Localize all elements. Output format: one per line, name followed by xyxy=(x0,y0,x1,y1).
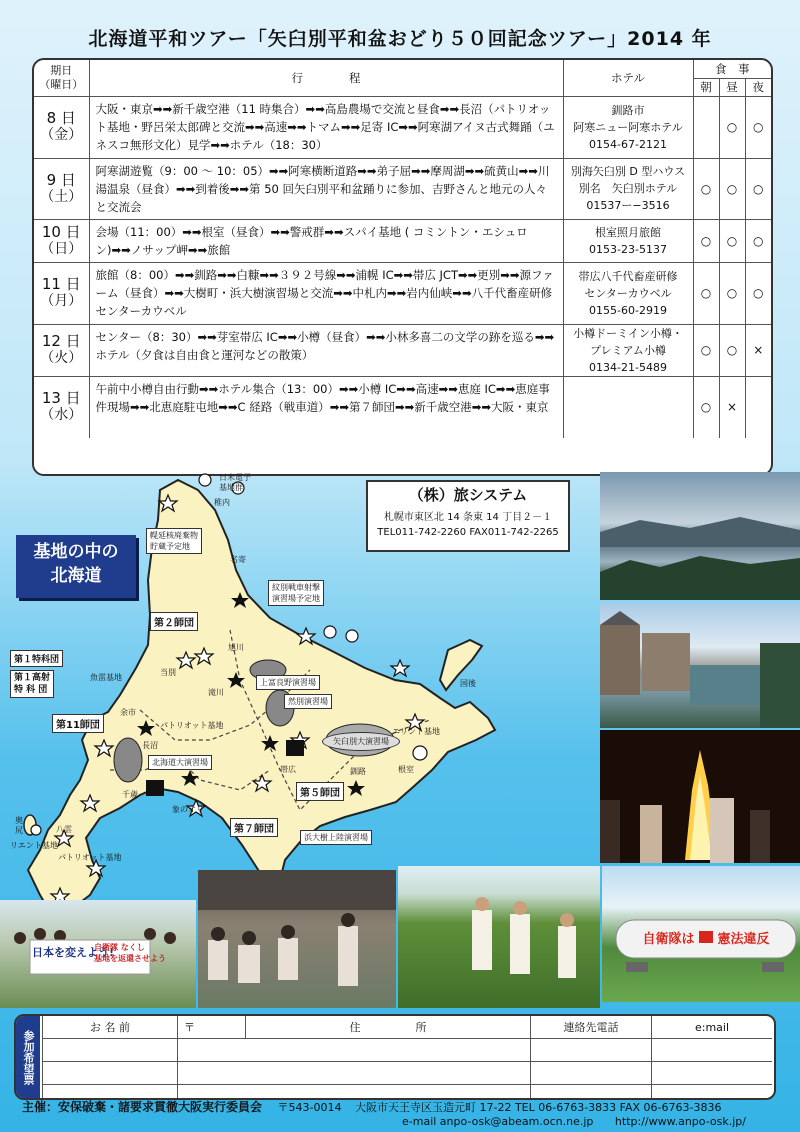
meal-noon: × xyxy=(719,376,745,438)
schedule-row xyxy=(34,262,771,324)
map-label-yausubetsu: 矢臼別大演習場 xyxy=(322,732,400,751)
hotel-line: 阿寒ニュー阿寒ホテル xyxy=(573,120,683,134)
schedule-day xyxy=(34,324,89,376)
map-label-obihiro: 帯広 xyxy=(280,765,296,774)
meal-night: ○ xyxy=(745,158,771,219)
map-title-line2: 北海道 xyxy=(50,566,102,586)
form-side-label: 参加希望票 xyxy=(16,1016,40,1098)
schedule-hotel xyxy=(563,324,693,376)
application-form xyxy=(14,1014,776,1100)
group-sign-line1: 自衛隊 なくし xyxy=(94,943,145,952)
schedule-hotel xyxy=(563,262,693,324)
group-sign-text xyxy=(94,942,166,964)
map-label-wakkanai: 稚内 xyxy=(214,498,230,507)
schedule-hotel xyxy=(563,219,693,262)
map-label-nemuro: 根室 xyxy=(398,765,414,774)
photo-lake xyxy=(600,472,800,600)
footer-postal: 〒543-0014 xyxy=(277,1101,342,1114)
meal-morning: ○ xyxy=(693,219,719,262)
map-label-nichibei: 日米電子 基地群 xyxy=(219,473,251,492)
page-title: 北海道平和ツアー「矢臼別平和盆おどり５０回記念ツアー」2014 年 xyxy=(88,28,712,50)
meal-night: ○ xyxy=(745,219,771,262)
agency-name: （株）旅システム xyxy=(408,486,528,504)
photo-cornfield-svg xyxy=(398,866,600,1008)
form-phone-field[interactable] xyxy=(531,1062,652,1085)
schedule-day xyxy=(34,219,89,262)
meal-noon: ○ xyxy=(719,219,745,262)
schedule-itinerary: 午前中小樽自由行動➡➡ホテル集合（13：00）➡➡小樽 IC➡➡高速➡➡恵庭 IC➡➡恵庭事件現場➡➡北恵庭駐屯地➡➡C 経路（戦車道）➡➡第７師団➡➡新千歳空港➡➡大阪・東京 xyxy=(89,376,563,438)
map-label-yoichi: 余市 xyxy=(120,708,136,717)
day-number: 9 日 xyxy=(46,170,76,189)
airplane-icon xyxy=(286,740,304,756)
group-banner-text: 日本を変えよう! xyxy=(32,946,115,959)
map-label-yakumo: 八雲 xyxy=(56,825,72,834)
hotel-line: 0134-21-5489 xyxy=(589,360,667,374)
form-row xyxy=(43,1039,773,1062)
schedule-row xyxy=(34,96,771,158)
form-header-postal: 〒 xyxy=(178,1016,246,1039)
photo-bonfire xyxy=(600,730,800,863)
billboard-mark-icon xyxy=(699,931,713,943)
training-area-shape xyxy=(114,738,142,782)
day-number: 12 日 xyxy=(41,332,81,350)
schedule-itinerary: 旅館（8：00）➡➡釧路➡➡白糠➡➡３９２号線➡➡浦幌 IC➡➡帯広 JCT➡➡更別➡➡源ファーム（昼食）➡➡大樹町・浜大樹演習場と交流➡➡中札内➡➡岩内仙峡➡➡八千代畜産研修センターカウベル xyxy=(89,262,563,324)
group-sign-line2: 基地を返還させよう xyxy=(94,954,166,963)
map-label-monbetsu: 紋別戦車射撃 演習場予定地 xyxy=(268,580,324,606)
map-title xyxy=(16,535,136,598)
map-label-takikawa: 滝川 xyxy=(208,688,224,697)
billboard-text-right: 憲法違反 xyxy=(717,932,770,947)
meal-morning xyxy=(693,96,719,158)
schedule-row xyxy=(34,324,771,376)
photo-canal-svg xyxy=(600,603,800,728)
schedule-hotel xyxy=(563,96,693,158)
meal-night xyxy=(745,376,771,438)
map-label-erinto2: リエント基地 xyxy=(10,841,58,850)
hotel-line: 別名 矢臼別ホテル xyxy=(578,182,678,195)
map-label-nayoro: 名寄 xyxy=(230,555,246,564)
form-row xyxy=(43,1062,773,1085)
division-11-label: 第11師団 xyxy=(52,714,104,733)
photo-group xyxy=(0,900,196,1008)
map-label-patriot2: パトリオット基地 xyxy=(58,853,122,862)
header-itinerary: 行 程 xyxy=(89,60,563,96)
map-label-okushiri: 奥 尻 xyxy=(15,816,23,835)
form-header-email: e:mail xyxy=(652,1016,773,1039)
airplane-icon xyxy=(146,780,164,796)
day-of-week: （日） xyxy=(40,240,83,257)
schedule-hotel xyxy=(563,376,693,438)
meal-noon: ○ xyxy=(719,96,745,158)
hotel-line: 0154-67-2121 xyxy=(589,137,667,151)
meal-noon: ○ xyxy=(719,262,745,324)
schedule-table xyxy=(32,58,773,476)
photo-bonfire-svg xyxy=(600,730,800,863)
meal-night: × xyxy=(745,324,771,376)
photo-billboard xyxy=(602,866,800,1002)
day-number: 10 日 xyxy=(41,222,81,241)
map-label-kunashiri: 国後 xyxy=(460,679,476,688)
form-address-field[interactable] xyxy=(178,1039,531,1062)
schedule-itinerary: センター（8：30）➡➡芽室帯広 IC➡➡小樽（昼食）➡➡小林多喜二の文学の跡を巡る➡➡ホテル（夕食は自由食と運河などの散策） xyxy=(89,324,563,376)
kosha-label: 第１高射 特 科 団 xyxy=(10,670,54,698)
header-hotel: ホテル xyxy=(563,60,693,96)
travel-agency-box xyxy=(366,480,570,552)
hotel-line: 0155-60-2919 xyxy=(589,303,667,317)
map-label-kamifurano: 上富良野演習場 xyxy=(256,675,320,690)
hotel-line: 0153-23-5137 xyxy=(589,242,667,256)
hotel-line: 01537ー−3516 xyxy=(586,199,670,212)
meal-morning: ○ xyxy=(693,158,719,219)
billboard-text-left: 自衛隊は xyxy=(642,932,695,947)
hotel-line: 根室照月旅館 xyxy=(595,225,661,239)
day-of-week: （月） xyxy=(40,293,83,309)
map-label-asahikawa: 旭川 xyxy=(228,643,244,652)
photo-lake-svg xyxy=(600,472,800,600)
radar-icon xyxy=(346,630,358,642)
day-of-week: （火） xyxy=(40,350,83,366)
map-label-naganuma: 長沼 xyxy=(142,741,158,750)
form-name-field[interactable] xyxy=(43,1039,178,1062)
radar-icon xyxy=(31,825,41,835)
agency-address: 札幌市東区北 14 条東 14 丁目２－１ xyxy=(383,512,553,523)
meal-morning: ○ xyxy=(693,324,719,376)
radar-icon xyxy=(324,626,336,638)
star-outline-icon xyxy=(391,660,409,676)
schedule-itinerary: 大阪・東京➡➡新千歳空港（11 時集合）➡➡高島農場で交流と昼食➡➡長沼（パトリオット基地・野呂栄太郎碑と交流➡➡高速➡➡トマム➡➡足寄 IC➡➡阿寒湖アイヌ古式舞踊（ユネスコ無形文化）見学➡➡ホテル（18：30） xyxy=(89,96,563,158)
map-label-erinto: エリント基地 xyxy=(392,727,440,736)
schedule-day xyxy=(34,262,89,324)
header-meals: 食 事 xyxy=(693,60,771,78)
form-address-field[interactable] xyxy=(178,1062,531,1085)
day-of-week: （金） xyxy=(40,127,83,143)
map-title-line1: 基地の中の xyxy=(33,542,119,562)
schedule-row xyxy=(34,158,771,219)
hotel-line: センターカウベル xyxy=(584,286,672,300)
map-label-chitose: 千歳 xyxy=(122,790,138,799)
day-of-week: （水） xyxy=(40,407,83,424)
meal-night: ○ xyxy=(745,96,771,158)
map-label-shikaribetsu: 然別演習場 xyxy=(284,694,332,709)
map-label-hamataiki: 浜大樹上陸演習場 xyxy=(300,830,372,845)
footer-host: 主催：安保破棄・諸要求貫徹大阪実行委員会 xyxy=(22,1100,263,1114)
division-5-label: 第５師団 xyxy=(296,782,344,801)
hotel-line: 釧路市 xyxy=(611,103,645,117)
form-email-field[interactable] xyxy=(652,1062,773,1085)
form-email-field[interactable] xyxy=(652,1039,773,1062)
day-of-week: （土） xyxy=(40,188,83,205)
footer-address: 大阪市天王寺区玉造元町 17-22 TEL 06-6763-3833 FAX 06-6763-3836 xyxy=(354,1101,722,1114)
billboard-text xyxy=(616,928,796,947)
schedule-day xyxy=(34,158,89,219)
form-phone-field[interactable] xyxy=(531,1039,652,1062)
day-number: 13 日 xyxy=(41,389,81,408)
map-label-gyogun: 魚雷基地 xyxy=(90,673,122,682)
schedule-day xyxy=(34,96,89,158)
form-header-address: 住 所 xyxy=(246,1016,531,1039)
radar-icon xyxy=(199,474,211,486)
header-date: 期日 （曜日） xyxy=(34,60,89,96)
hotel-line: 帯広八千代畜産研修 xyxy=(578,269,678,283)
division-2-label: 第２師団 xyxy=(150,612,198,631)
photo-cornfield xyxy=(398,866,600,1008)
form-name-field[interactable] xyxy=(43,1062,178,1085)
hotel-line: 小樽ドーミイン小樽・ xyxy=(573,326,683,340)
photo-meeting xyxy=(198,870,396,1008)
day-number: 8 日 xyxy=(46,109,76,127)
map-label-horonobe: 幌延核廃棄物 貯蔵予定地 xyxy=(146,528,202,554)
schedule-day xyxy=(34,376,89,438)
meal-night: ○ xyxy=(745,262,771,324)
schedule-itinerary: 阿寒湖遊覧（9：00 〜 10：05）➡➡阿寒横断道路➡➡弟子屈➡➡摩周湖➡➡硫黄山➡➡川湯温泉（昼食）➡➡到着後➡➡第 50 回矢臼別平和盆踊りに参加、吉野さんと地元の人々と交流会 xyxy=(89,158,563,219)
radar-icon xyxy=(413,746,427,760)
meal-morning: ○ xyxy=(693,262,719,324)
photo-meeting-svg xyxy=(198,870,396,1008)
schedule-row xyxy=(34,376,771,438)
form-header-phone: 連絡先電話 xyxy=(531,1016,652,1039)
meal-noon: ○ xyxy=(719,324,745,376)
footer xyxy=(22,1098,782,1128)
footer-url[interactable]: http://www.anpo-osk.jp/ xyxy=(614,1115,746,1128)
tokka-label: 第１特科団 xyxy=(10,650,63,667)
division-7-label: 第７師団 xyxy=(230,818,278,837)
schedule-hotel xyxy=(563,158,693,219)
footer-email[interactable]: e-mail anpo-osk@abeam.ocn.ne.jp xyxy=(402,1115,594,1128)
form-header-name: お 名 前 xyxy=(43,1016,178,1039)
header-morning: 朝 xyxy=(693,78,719,96)
meal-morning: ○ xyxy=(693,376,719,438)
header-noon: 昼 xyxy=(719,78,745,96)
hotel-line: プレミアム小樽 xyxy=(590,343,666,357)
hotel-line: 別海矢臼別 D 型ハウス xyxy=(570,165,686,178)
meal-noon: ○ xyxy=(719,158,745,219)
map-label-patriot1: パトリオット基地 xyxy=(160,721,224,730)
map-label-kitakaido: 北海道大演習場 xyxy=(148,755,212,770)
map-label-kushiro: 釧路 xyxy=(350,767,366,776)
schedule-row xyxy=(34,219,771,262)
schedule-itinerary: 会場（11：00）➡➡根室（昼食）➡➡警戒群➡➡スパイ基地 ( コミントン・エシュロン)➡➡ノサップ岬➡➡旅館 xyxy=(89,219,563,262)
map-label-toubetsu: 当別 xyxy=(160,668,176,677)
map-label-zou: 象のオリ xyxy=(172,805,204,814)
agency-tel: TEL011-742-2260 FAX011-742-2265 xyxy=(377,527,559,538)
header-night: 夜 xyxy=(745,78,771,96)
day-number: 11 日 xyxy=(41,275,81,293)
photo-canal xyxy=(600,603,800,728)
